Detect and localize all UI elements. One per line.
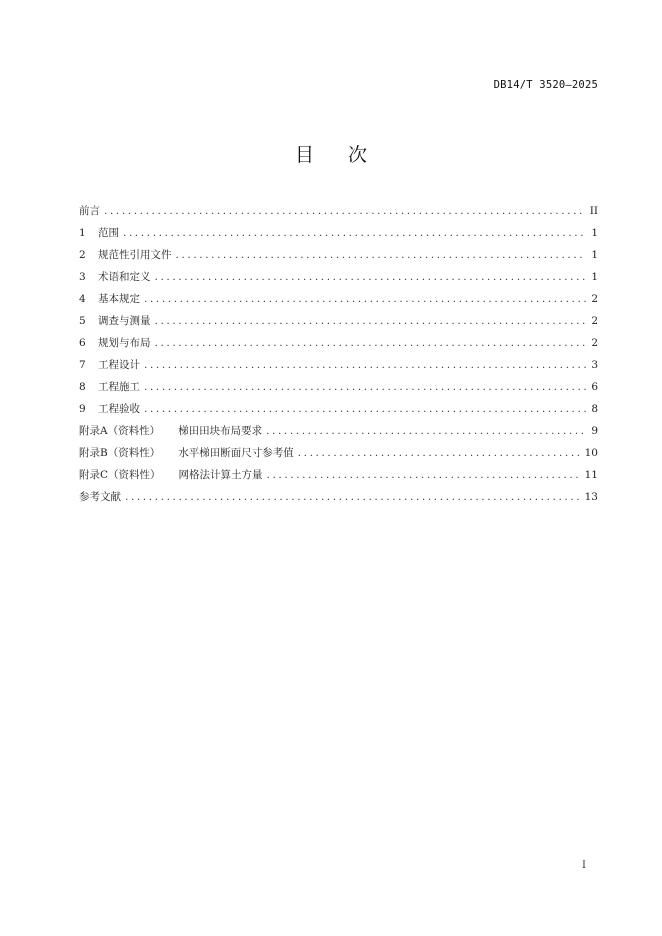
toc-page-number: 2	[591, 337, 598, 349]
toc-dot-leader	[123, 222, 586, 244]
toc-page-number: 1	[591, 227, 598, 239]
toc-entry-label: 工程验收	[98, 403, 140, 415]
toc-dot-leader	[155, 266, 587, 288]
toc-entry-foreword[interactable]	[79, 200, 598, 222]
table-of-contents	[79, 200, 598, 508]
toc-page-number: II	[589, 205, 598, 217]
toc-dot-leader	[104, 200, 586, 222]
toc-entry-label: 术语和定义	[98, 271, 151, 283]
toc-dot-leader	[155, 332, 587, 354]
toc-entry-appendix-c[interactable]	[79, 464, 598, 486]
toc-entry-label: 工程设计	[98, 359, 140, 371]
toc-entry-label: 参考文献	[79, 491, 121, 503]
toc-dot-leader	[298, 442, 581, 464]
toc-entry-3[interactable]	[79, 266, 598, 288]
toc-entry-number: 2	[79, 249, 86, 261]
page-title	[0, 140, 662, 167]
toc-page-number: 10	[584, 447, 598, 459]
toc-entry-label: 水平梯田断面尺寸参考值	[178, 447, 294, 459]
toc-page-number: 1	[591, 271, 598, 283]
toc-dot-leader	[144, 376, 586, 398]
toc-entry-label: 调查与测量	[98, 315, 151, 327]
toc-page-number: 9	[591, 425, 598, 437]
toc-dot-leader	[266, 420, 586, 442]
toc-page-number: 3	[591, 359, 598, 371]
page-title-part-1: 目	[294, 144, 314, 166]
toc-dot-leader	[144, 354, 586, 376]
toc-dot-leader	[144, 398, 586, 420]
toc-entry-label: 基本规定	[98, 293, 140, 305]
toc-entry-2[interactable]	[79, 244, 598, 266]
toc-page-number: 2	[591, 315, 598, 327]
toc-entry-label: 网格法计算土方量	[178, 469, 263, 481]
toc-dot-leader	[125, 486, 581, 508]
toc-entry-8[interactable]	[79, 376, 598, 398]
toc-entry-5[interactable]	[79, 310, 598, 332]
toc-appendix-prefix: 附录A（资料性）	[79, 425, 161, 437]
toc-entry-number: 7	[79, 359, 86, 371]
toc-entry-1[interactable]	[79, 222, 598, 244]
toc-entry-number: 4	[79, 293, 86, 305]
toc-entry-number: 1	[79, 227, 86, 239]
page-folio-number: I	[582, 860, 586, 871]
toc-dot-leader	[144, 288, 586, 310]
toc-entry-9[interactable]	[79, 398, 598, 420]
toc-entry-label: 梯田田块布局要求	[178, 425, 263, 437]
toc-entry-label: 规范性引用文件	[98, 249, 172, 261]
toc-entry-number: 9	[79, 403, 86, 415]
toc-appendix-prefix: 附录C（资料性）	[79, 469, 161, 481]
toc-page-number: 8	[591, 403, 598, 415]
toc-entry-number: 5	[79, 315, 86, 327]
toc-entry-appendix-a[interactable]	[79, 420, 598, 442]
toc-dot-leader	[155, 310, 587, 332]
toc-entry-number: 3	[79, 271, 86, 283]
toc-entry-number: 6	[79, 337, 86, 349]
toc-appendix-prefix: 附录B（资料性）	[79, 447, 161, 459]
toc-entry-number: 8	[79, 381, 86, 393]
document-code: DB14/T 3520—2025	[493, 79, 598, 91]
toc-entry-appendix-b[interactable]	[79, 442, 598, 464]
toc-page-number: 13	[584, 491, 598, 503]
toc-dot-leader	[267, 464, 581, 486]
toc-entry-7[interactable]	[79, 354, 598, 376]
toc-entry-label: 范围	[98, 227, 119, 239]
toc-entry-4[interactable]	[79, 288, 598, 310]
toc-entry-label: 规划与布局	[98, 337, 151, 349]
toc-page-number: 2	[591, 293, 598, 305]
toc-entry-references[interactable]	[79, 486, 598, 508]
page-title-part-2: 次	[348, 144, 368, 166]
toc-entry-label: 前言	[79, 205, 100, 217]
toc-dot-leader	[176, 244, 587, 266]
toc-entry-6[interactable]	[79, 332, 598, 354]
toc-page-number: 1	[591, 249, 598, 261]
toc-entry-label: 工程施工	[98, 381, 140, 393]
toc-page-number: 11	[584, 469, 598, 481]
toc-page-number: 6	[591, 381, 598, 393]
